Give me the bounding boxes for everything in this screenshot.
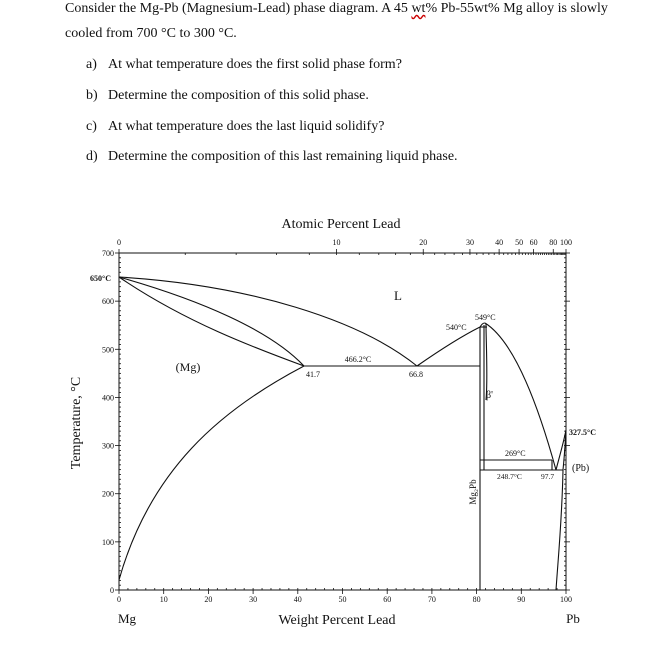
solvus-pb [556, 470, 563, 590]
y-tick-label: 600 [102, 297, 114, 307]
bottom-tick-label: 90 [517, 595, 526, 604]
beta-boundary [486, 324, 487, 400]
top-tick-label: 20 [419, 238, 428, 247]
y-tick-label: 100 [102, 537, 114, 547]
top-tick-label: 100 [560, 238, 572, 247]
phase-boundaries [119, 277, 566, 590]
question-item-a: a) At what temperature does the first solid phase form? [86, 57, 402, 72]
question-item-d: d) Determine the composition of this last remaining liquid phase. [86, 149, 458, 164]
bottom-tick-label: 10 [159, 595, 168, 604]
bottom-tick-label: 0 [117, 595, 121, 604]
bottom-tick-label: 50 [338, 595, 347, 604]
question-intro-line2: cooled from 700 °C to 300 °C. [65, 26, 237, 41]
bottom-tick-label: 70 [427, 595, 436, 604]
top-tick-label: 60 [529, 238, 538, 247]
transition-temp-label: 269°C [505, 449, 526, 458]
top-tick-label: 0 [117, 238, 121, 247]
pb-phase-label: (Pb) [572, 463, 590, 474]
top-tick-label: 80 [549, 238, 558, 247]
solidus-mg [119, 277, 304, 366]
y-tick-label: 400 [102, 393, 114, 403]
eutectic3-right-label: 97.7 [541, 472, 555, 481]
beta-prime-label: β' [486, 390, 493, 401]
eutectic1-right-label: 66.8 [409, 370, 423, 379]
top-tick-label: 50 [515, 238, 524, 247]
question-item-b: b) Determine the composition of this solid phase. [86, 88, 369, 103]
eutectic1-left-label: 41.7 [306, 370, 320, 379]
bottom-tick-label: 100 [560, 595, 572, 604]
bottom-tick-label: 20 [204, 595, 213, 604]
y-tick-label: 0 [110, 586, 114, 595]
intro-part2: % Pb-55wt% Mg alloy is slowly [425, 1, 608, 16]
bottom-tick-label: 40 [293, 595, 302, 604]
compound-label: Mg₂Pb [468, 479, 478, 505]
bottom-tick-label: 60 [383, 595, 392, 604]
solvus-mg [119, 366, 304, 580]
y-axis-title: Temperature, °C [69, 376, 84, 470]
y-tick-label: 300 [102, 441, 114, 451]
compound-max-label: 549°C [475, 313, 496, 322]
top-tick-label: 30 [465, 238, 474, 247]
liquidus-to-540 [417, 327, 480, 366]
plot-frame [119, 253, 566, 590]
eutectic2-temp-label: 540°C [446, 323, 467, 332]
liquidus-mg [119, 277, 304, 366]
spellcheck-word: wt [411, 1, 426, 16]
left-element-label: Mg [117, 611, 137, 626]
mg-phase-label: (Mg) [175, 360, 201, 374]
question-item-c: c) At what temperature does the last liquid solidify? [86, 119, 385, 134]
liquidus-pb-side [485, 323, 556, 470]
liquid-label: L [394, 288, 402, 303]
top-axis-title: Atomic Percent Lead [281, 217, 401, 232]
bottom-tick-label: 30 [249, 595, 258, 604]
axis-ticks [115, 249, 570, 594]
top-tick-label: 40 [495, 238, 504, 247]
bottom-tick-label: 80 [472, 595, 481, 604]
eutectic3-temp-label: 248.7°C [497, 472, 522, 481]
eutectic1-temp-label: 466.2°C [344, 355, 372, 364]
y-tick-label: 700 [102, 249, 114, 258]
bottom-axis-title: Weight Percent Lead [278, 613, 396, 628]
pb-melt-label: 327.5°C [569, 428, 596, 437]
mg-melt-label: 650°C [90, 274, 111, 283]
y-tick-label: 200 [102, 489, 114, 499]
right-element-label: Pb [566, 611, 580, 626]
y-tick-label: 500 [102, 345, 114, 355]
intro-part1: Consider the Mg-Pb (Magnesium-Lead) phase diagram. A 45 [65, 1, 412, 16]
top-tick-label: 10 [332, 238, 341, 247]
